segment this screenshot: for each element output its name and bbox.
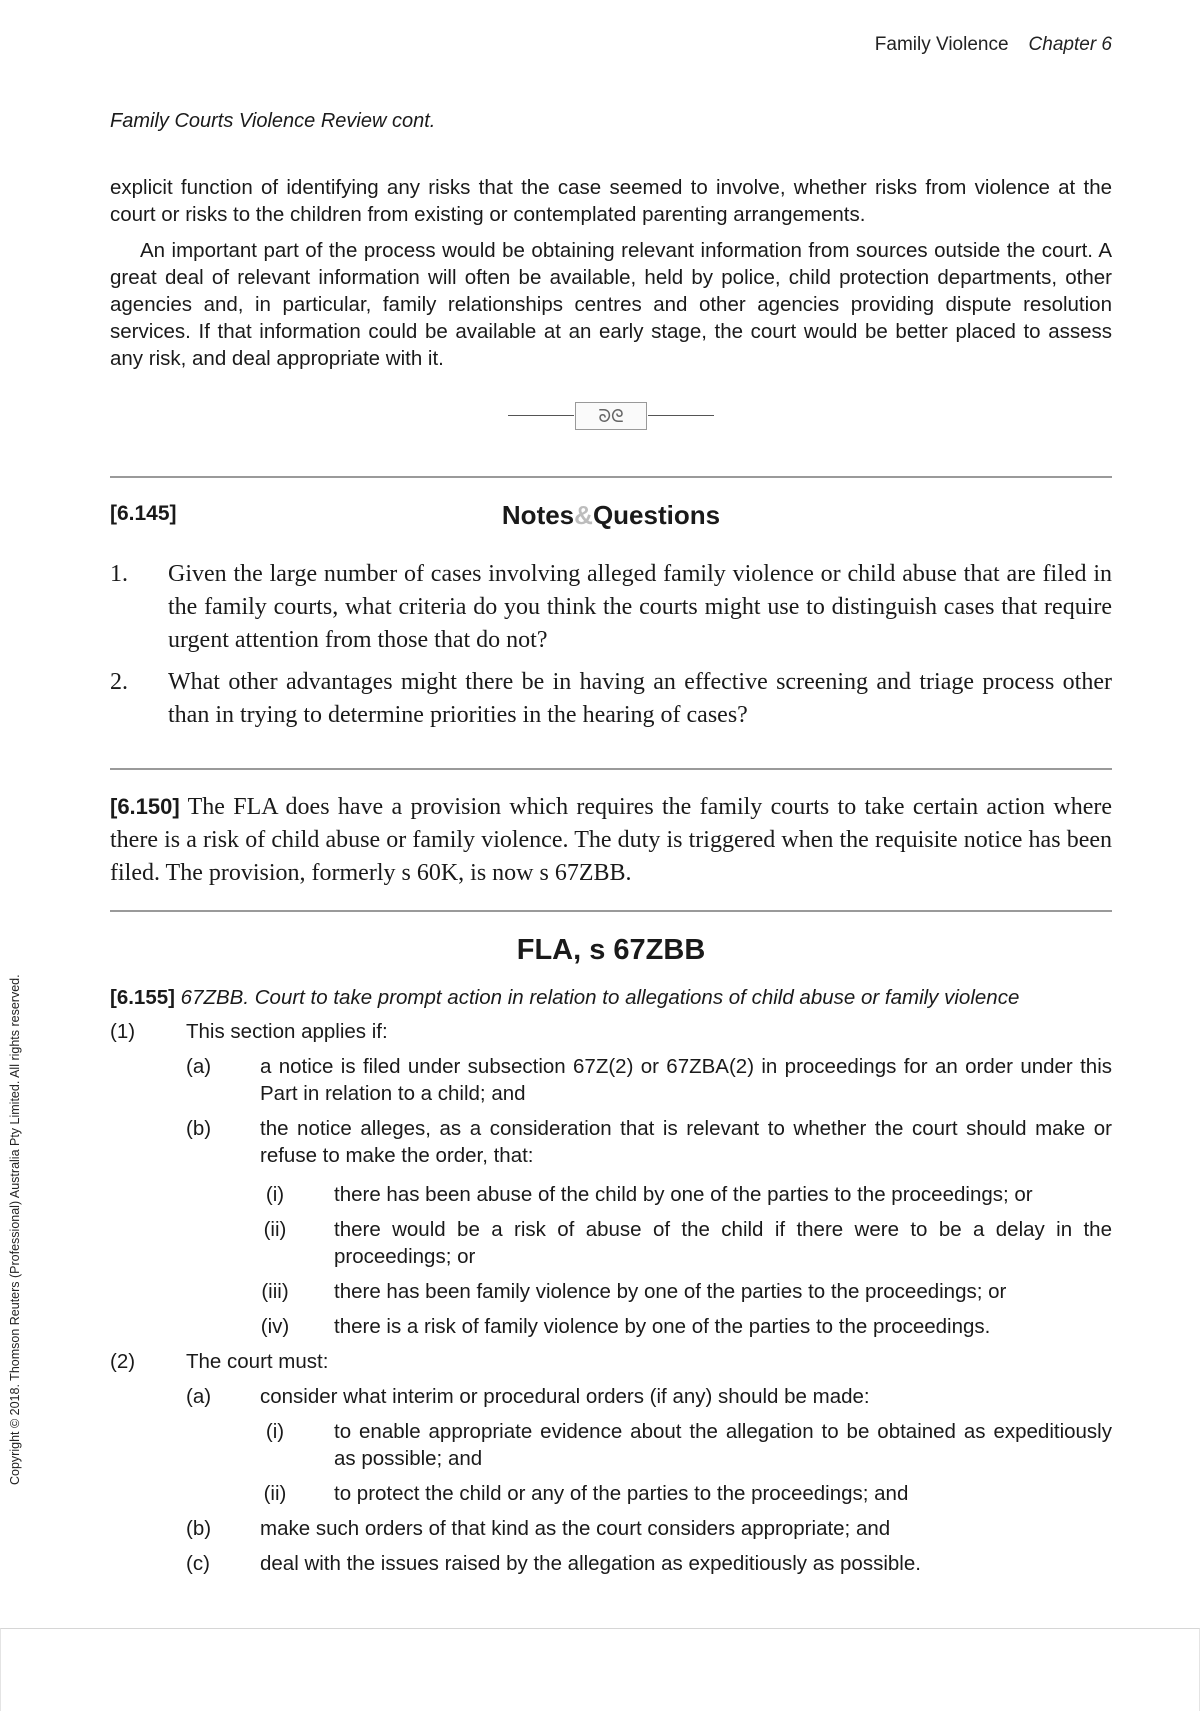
section-divider: [110, 768, 1112, 770]
extract-body: [110, 174, 1112, 381]
subparagraph-1b-ii: [110, 1216, 1112, 1270]
subparagraph-label: (ii): [263, 1218, 287, 1241]
paragraph-2a: [110, 1383, 1112, 1410]
paragraph-label: (b): [186, 1117, 212, 1140]
question-text: Given the large number of cases involving alleged family violence or child abuse that are filed in the family courts, what criteria do you think the courts might use to distinguish cases that require urgent attention from those that do not?: [168, 561, 1112, 653]
copyright-side-note: Copyright © 2018. Thomson Reuters (Professional) Australia Pty Limited. All rights reserved.: [8, 974, 22, 1485]
ornament-line-left: [508, 415, 574, 416]
subparagraph-text: there has been abuse of the child by one of the parties to the proceedings; or: [334, 1183, 1033, 1206]
ornament-line-right: [648, 415, 714, 416]
extract-paragraph: An important part of the process would be obtaining relevant information from sources outside the court. A great deal of relevant information will often be available, held by police, child protection departments, other agencies and, in particular, family relationships centres and other agencies providing dispute resolution services. If that information could be available at an early stage, the court would be better placed to assess any risk, and deal appropriate with it.: [110, 239, 1112, 370]
paragraph-1b: [110, 1115, 1112, 1169]
subparagraph-1b-iii: [110, 1278, 1112, 1305]
paragraph-text: The FLA does have a provision which requires the family courts to take certain action where there is a risk of child abuse or family violence. The duty is triggered when the requisite notice has been filed. The provision, formerly s 60K, is now s 67ZBB.: [110, 794, 1112, 886]
subsection-label: (1): [110, 1020, 136, 1043]
running-header-title: Family Violence: [874, 34, 1009, 55]
ornament-glyph: ᘐᘓ: [575, 402, 647, 430]
subparagraph-label: (iii): [261, 1280, 289, 1303]
notes-questions-list: [110, 558, 1112, 741]
subparagraph-text: there is a risk of family violence by one of the parties to the proceedings.: [334, 1315, 991, 1338]
paragraph-label: (c): [186, 1552, 210, 1575]
paragraph-label: (a): [186, 1055, 212, 1078]
title-questions: Questions: [592, 500, 721, 530]
subsection-2: [110, 1348, 1112, 1375]
section-divider: [110, 476, 1112, 478]
section-heading: [110, 984, 1112, 1011]
notes-questions-title: [110, 500, 1112, 531]
question-number: 2.: [110, 669, 128, 695]
notes-questions-ref: [6.145]: [110, 502, 177, 525]
subparagraph-1b-i: [110, 1181, 1112, 1208]
paragraph-6150: [110, 790, 1112, 890]
legislation-section: [110, 984, 1112, 1585]
question-number: 1.: [110, 561, 128, 587]
extract-end-ornament: [508, 402, 714, 430]
section-ref: [6.155]: [110, 986, 175, 1009]
subparagraph-text: there would be a risk of abuse of the child if there were to be a delay in the proceedings; or: [334, 1218, 1112, 1268]
title-ampersand: &: [574, 500, 593, 530]
running-header: [875, 34, 1112, 56]
question-item: [110, 558, 1112, 657]
subparagraph-label: (i): [265, 1420, 285, 1443]
subsection-text: This section applies if:: [186, 1020, 388, 1043]
subparagraph-text: there has been family violence by one of the parties to the proceedings; or: [334, 1280, 1007, 1303]
notes-questions-header: [110, 502, 1112, 532]
subparagraph-2a-i: [110, 1418, 1112, 1472]
paragraph-label: (a): [186, 1385, 212, 1408]
subparagraph-1b-iv: [110, 1313, 1112, 1340]
running-header-chapter: Chapter 6: [1028, 34, 1112, 55]
paragraph-text: consider what interim or procedural orders (if any) should be made:: [260, 1385, 870, 1408]
paragraph-text: make such orders of that kind as the court considers appropriate; and: [260, 1517, 891, 1540]
paragraph-text: deal with the issues raised by the allegation as expeditiously as possible.: [260, 1552, 921, 1575]
legislation-title: FLA, s 67ZBB: [516, 934, 706, 966]
subparagraph-label: (i): [265, 1183, 285, 1206]
question-text: What other advantages might there be in having an effective screening and triage process other than in trying to determine priorities in the hearing of cases?: [168, 669, 1112, 728]
title-notes: Notes: [501, 500, 575, 530]
paragraph-1a: [110, 1053, 1112, 1107]
extract-paragraph: explicit function of identifying any risks that the case seemed to involve, whether risks from violence at the court or risks to the children from existing or contemplated parenting arrangements.: [110, 176, 1112, 226]
paragraph-2b: [110, 1515, 1112, 1542]
subparagraph-label: (ii): [263, 1482, 287, 1505]
subsection-text: The court must:: [186, 1350, 329, 1373]
paragraph-2c: [110, 1550, 1112, 1577]
extract-continuation-label: Family Courts Violence Review cont.: [110, 110, 436, 132]
subsection-label: (2): [110, 1350, 136, 1373]
subsection-1: [110, 1018, 1112, 1045]
paragraph-label: (b): [186, 1517, 212, 1540]
section-divider: [110, 910, 1112, 912]
subparagraph-label: (iv): [260, 1315, 290, 1338]
question-item: [110, 666, 1112, 732]
paragraph-text: a notice is filed under subsection 67Z(2) or 67ZBA(2) in proceedings for an order under this Part in relation to a child; and: [260, 1055, 1112, 1105]
section-title: 67ZBB. Court to take prompt action in relation to allegations of child abuse or family violence: [180, 986, 1020, 1009]
subparagraph-2a-ii: [110, 1480, 1112, 1507]
subparagraph-text: to protect the child or any of the parties to the proceedings; and: [334, 1482, 909, 1505]
paragraph-text: the notice alleges, as a consideration that is relevant to whether the court should make or refuse to make the order, that:: [260, 1117, 1112, 1167]
paragraph-ref: [6.150]: [110, 794, 180, 819]
subparagraph-text: to enable appropriate evidence about the allegation to be obtained as expeditiously as possible; and: [334, 1420, 1112, 1470]
page-footer-area: [0, 1628, 1200, 1711]
